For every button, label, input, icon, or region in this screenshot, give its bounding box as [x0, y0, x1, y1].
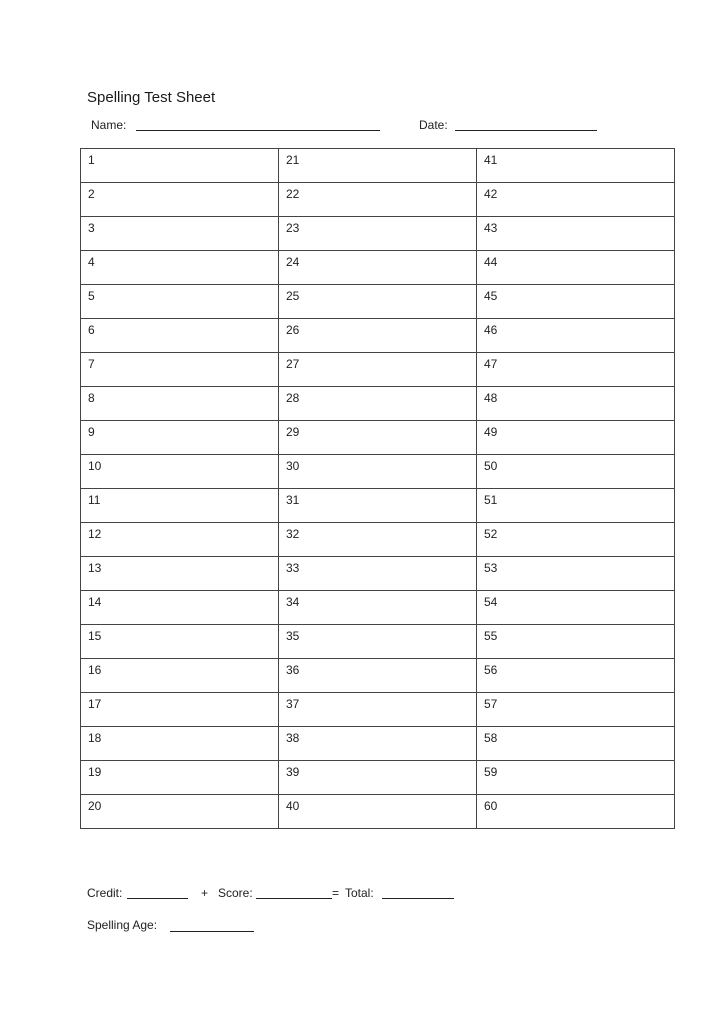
answer-cell[interactable]: [477, 591, 675, 625]
table-row: [81, 659, 675, 693]
item-number: 57: [484, 697, 498, 711]
table-row: [81, 183, 675, 217]
item-number: 23: [286, 221, 300, 235]
answer-cell[interactable]: [81, 183, 279, 217]
answer-cell[interactable]: [477, 557, 675, 591]
item-number: 6: [88, 323, 95, 337]
answer-cell[interactable]: [477, 455, 675, 489]
item-number: 34: [286, 595, 300, 609]
item-number: 46: [484, 323, 498, 337]
item-number: 35: [286, 629, 300, 643]
table-row: [81, 353, 675, 387]
name-label: Name:: [91, 118, 127, 132]
item-number: 28: [286, 391, 300, 405]
item-number: 14: [88, 595, 102, 609]
item-number: 4: [88, 255, 95, 269]
answer-cell[interactable]: [477, 523, 675, 557]
answer-cell[interactable]: [81, 591, 279, 625]
item-number: 25: [286, 289, 300, 303]
table-row: [81, 149, 675, 183]
item-number: 19: [88, 765, 102, 779]
answer-cell[interactable]: [477, 387, 675, 421]
answer-cell[interactable]: [81, 285, 279, 319]
table-row: [81, 761, 675, 795]
table-row: [81, 387, 675, 421]
table-row: [81, 727, 675, 761]
table-row: [81, 251, 675, 285]
item-number: 47: [484, 357, 498, 371]
item-number: 56: [484, 663, 498, 677]
item-number: 5: [88, 289, 95, 303]
answer-cell[interactable]: [81, 693, 279, 727]
answer-cell[interactable]: [81, 625, 279, 659]
answer-cell[interactable]: [81, 659, 279, 693]
answer-cell[interactable]: [81, 523, 279, 557]
item-number: 7: [88, 357, 95, 371]
spelling-age-blank[interactable]: [170, 931, 254, 932]
answer-cell[interactable]: [279, 217, 477, 251]
total-blank[interactable]: [382, 898, 454, 899]
answer-cell[interactable]: [279, 523, 477, 557]
item-number: 59: [484, 765, 498, 779]
answer-cell[interactable]: [81, 251, 279, 285]
table-row: [81, 591, 675, 625]
answer-cell[interactable]: [279, 557, 477, 591]
answer-cell[interactable]: [81, 795, 279, 829]
answer-cell[interactable]: [279, 353, 477, 387]
table-row: [81, 523, 675, 557]
answer-cell[interactable]: [279, 761, 477, 795]
item-number: 1: [88, 153, 95, 167]
answer-cell[interactable]: [81, 421, 279, 455]
answer-cell[interactable]: [477, 149, 675, 183]
name-blank[interactable]: [136, 130, 380, 131]
answer-cell[interactable]: [81, 489, 279, 523]
answer-cell[interactable]: [279, 625, 477, 659]
item-number: 9: [88, 425, 95, 439]
table-row: [81, 319, 675, 353]
answer-cell[interactable]: [477, 319, 675, 353]
item-number: 36: [286, 663, 300, 677]
table-row: [81, 625, 675, 659]
credit-label: Credit:: [87, 886, 123, 900]
table-row: [81, 285, 675, 319]
item-number: 31: [286, 493, 300, 507]
item-number: 38: [286, 731, 300, 745]
answer-cell[interactable]: [81, 557, 279, 591]
answer-cell[interactable]: [279, 421, 477, 455]
answer-cell[interactable]: [279, 455, 477, 489]
answer-cell[interactable]: [477, 353, 675, 387]
answer-cell[interactable]: [477, 217, 675, 251]
item-number: 24: [286, 255, 300, 269]
answer-cell[interactable]: [279, 727, 477, 761]
answer-cell[interactable]: [81, 455, 279, 489]
equals-sign: =: [332, 886, 340, 900]
item-number: 8: [88, 391, 95, 405]
date-label: Date:: [419, 118, 448, 132]
answer-cell[interactable]: [81, 319, 279, 353]
table-row: [81, 795, 675, 829]
item-number: 45: [484, 289, 498, 303]
plus-sign: +: [201, 886, 209, 900]
item-number: 50: [484, 459, 498, 473]
item-number: 42: [484, 187, 498, 201]
item-number: 18: [88, 731, 102, 745]
total-label: Total:: [345, 886, 374, 900]
answer-cell[interactable]: [279, 319, 477, 353]
item-number: 53: [484, 561, 498, 575]
answer-cell[interactable]: [477, 285, 675, 319]
item-number: 21: [286, 153, 300, 167]
item-number: 29: [286, 425, 300, 439]
item-number: 40: [286, 799, 300, 813]
item-number: 43: [484, 221, 498, 235]
answer-cell[interactable]: [477, 489, 675, 523]
item-number: 12: [88, 527, 102, 541]
answer-cell[interactable]: [81, 727, 279, 761]
date-blank[interactable]: [455, 130, 597, 131]
answer-cell[interactable]: [279, 251, 477, 285]
answer-cell[interactable]: [477, 183, 675, 217]
answer-cell[interactable]: [279, 489, 477, 523]
table-row: [81, 217, 675, 251]
item-number: 33: [286, 561, 300, 575]
item-number: 15: [88, 629, 102, 643]
table-row: [81, 489, 675, 523]
answer-cell[interactable]: [477, 251, 675, 285]
answer-cell[interactable]: [81, 387, 279, 421]
answer-cell[interactable]: [279, 659, 477, 693]
item-number: 20: [88, 799, 102, 813]
item-number: 3: [88, 221, 95, 235]
item-number: 51: [484, 493, 498, 507]
answer-cell[interactable]: [477, 795, 675, 829]
item-number: 49: [484, 425, 498, 439]
answer-cell[interactable]: [279, 183, 477, 217]
item-number: 44: [484, 255, 498, 269]
answer-cell[interactable]: [279, 285, 477, 319]
credit-blank[interactable]: [127, 898, 188, 899]
item-number: 2: [88, 187, 95, 201]
answer-cell[interactable]: [477, 421, 675, 455]
item-number: 60: [484, 799, 498, 813]
item-number: 48: [484, 391, 498, 405]
item-number: 11: [88, 493, 101, 507]
table-row: [81, 455, 675, 489]
answer-cell[interactable]: [477, 761, 675, 795]
score-label: Score:: [218, 886, 253, 900]
item-number: 16: [88, 663, 102, 677]
answer-grid: [80, 148, 675, 829]
answer-cell[interactable]: [81, 761, 279, 795]
answer-cell[interactable]: [81, 217, 279, 251]
answer-cell[interactable]: [279, 149, 477, 183]
answer-cell[interactable]: [477, 659, 675, 693]
table-row: [81, 557, 675, 591]
answer-cell[interactable]: [477, 727, 675, 761]
spelling-age-label: Spelling Age:: [87, 918, 158, 932]
score-blank[interactable]: [256, 898, 332, 899]
answer-cell[interactable]: [477, 625, 675, 659]
item-number: 27: [286, 357, 300, 371]
item-number: 10: [88, 459, 102, 473]
answer-cell[interactable]: [279, 693, 477, 727]
item-number: 58: [484, 731, 498, 745]
item-number: 39: [286, 765, 300, 779]
item-number: 32: [286, 527, 300, 541]
answer-cell[interactable]: [81, 149, 279, 183]
item-number: 41: [484, 153, 498, 167]
table-row: [81, 421, 675, 455]
item-number: 22: [286, 187, 300, 201]
item-number: 54: [484, 595, 498, 609]
sheet-title: Spelling Test Sheet: [87, 89, 216, 106]
item-number: 52: [484, 527, 498, 541]
item-number: 26: [286, 323, 300, 337]
table-row: [81, 693, 675, 727]
item-number: 30: [286, 459, 300, 473]
answer-cell[interactable]: [477, 693, 675, 727]
item-number: 37: [286, 697, 300, 711]
answer-cell[interactable]: [279, 795, 477, 829]
item-number: 13: [88, 561, 102, 575]
item-number: 55: [484, 629, 498, 643]
item-number: 17: [88, 697, 102, 711]
answer-cell[interactable]: [279, 591, 477, 625]
answer-cell[interactable]: [81, 353, 279, 387]
answer-cell[interactable]: [279, 387, 477, 421]
